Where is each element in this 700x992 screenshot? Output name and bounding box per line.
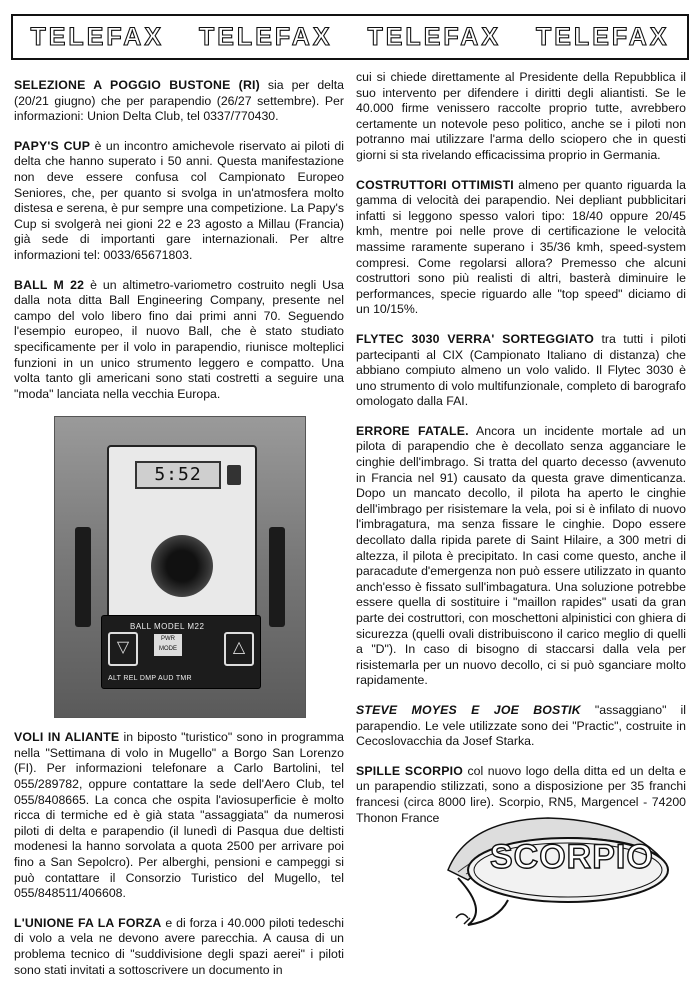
banner-word: TELEFAX [30,22,164,51]
item-heading: FLYTEC 3030 VERRA' SORTEGGIATO [356,331,595,346]
button-labels: ALT REL DMP AUD TMR [108,675,192,683]
control-panel [101,615,261,689]
up-arrow-icon: △ [224,632,254,666]
item-body: sia per delta (20/21 giugno) che per parapendio (26/27 settembre). Per informazioni: Union Delta Club, tel 0337/770430. [14,78,344,124]
item-body: "assaggiano" il parapendio. Le vele utilizzate sono dei "Practic", costruite in Cecoslovacchia da Josef Starka. [356,702,686,749]
item-body: è un incontro amichevole riservato ai piloti di delta che hanno superato i 50 anni. Questa manifestazione non deve essere confusa col Campionato Europeo Seniores, che, per quanto si svolga in un'atmosfera molto distesa e serena, è pur sempre una competizione. La Papy's Cup si svolgerà nei gioni 22 e 23 agosto a Millau (Francia) già sede di importanti gare internazionali. Per altre informazioni tel: 0033/65671803. [14,138,344,262]
news-item-voli-in-aliante [14,730,344,902]
item-body: almeno per quanto riguarda la gamma di velocità dei parapendio. Nei depliant pubblicitari infatti si leggono spesso valori tipo: 18/40 oppure 20/45 kmh, mentre poi nelle prove di certificazione le velocità massime raramente superano i 35/36 kmh, speed-system compresi. Come regolarsi allora? Premesso che alcuni costruttori sono più realisti di altri, basterà diminuire le performances, specie riguardo alle "top speed" diciamo di un 10/15%. [356,177,686,317]
news-item-selezione [14,78,344,125]
item-heading: COSTRUTTORI OTTIMISTI [356,177,514,192]
left-column [14,78,344,992]
lcd-side-connector [227,465,241,485]
item-heading: SELEZIONE A POGGIO BUSTONE (RI) [14,78,260,92]
model-label: BALL MODEL M22 [130,622,205,632]
news-item-papys-cup [14,139,344,264]
news-item-flytec-3030 [356,332,686,410]
banner-word: TELEFAX [367,22,501,51]
item-body: tra tutti i piloti partecipanti al CIX (Campionato Italiano di distanza) che abbiano compiuto almeno un volo valido. Il Flytec 3030 è uno strumento di volo multifunzionale, completo di barografo omologato dalla FAI. [356,331,687,409]
item-heading: L'UNIONE FA LA FORZA [14,915,162,930]
variometer-device [107,445,257,687]
item-heading: PAPY'S CUP [14,138,91,153]
scorpio-logo [428,800,678,930]
item-body: cui si chiede direttamente al Presidente della Repubblica il suo intervento per difendere i diritti degli aliantisti. Se le 40.000 firme venissero raccolte proprio tutte, avrebbero certamente un notevole peso politico, anche se i piloti non potranno mai utilizzare l'arma dello sciopero che in questi giorni si sta rivelando efficacissima proprio in Germania. [356,70,686,162]
news-item-ball-m22 [14,278,344,403]
item-body: col nuovo logo della ditta ed un delta e un parapendio stilizzati, sono a disposizione per 35 franchi francesi (circa 8000 lire). Scorpio, RN5, Margencel - 74200 Thonon France [356,763,686,825]
lcd-display: 5:52 [135,461,221,489]
item-heading: BALL M 22 [14,277,85,292]
item-heading: SPILLE SCORPIO [356,763,464,778]
ball-m22-photo [54,416,306,718]
news-item-costruttori-ottimisti [356,178,686,318]
item-heading: VOLI IN ALIANTE [14,730,120,745]
news-item-moyes-bostik [356,703,686,750]
item-heading: ERRORE FATALE. [356,423,469,438]
banner-word: TELEFAX [198,22,333,51]
item-body: in biposto "turistico" sono in programma nella "Settimana di volo in Mugello" a Borgo San Lorenzo (FI). Per informazioni telefonare a Carlo Bartolini, tel 055/289782, oppure contattare la sede dell'Aero Club, tel 055/8408665. La conca che ospita l'aviosuperficie è molto ricca di termiche ed è già stata "assaggiata" da numerosi piloti di delta e parapendio (il lunedì di Pasqua due deltisti modenesi la hanno sorvolata a quota 2500 per arrivare poi fino a San Sepolcro). Per alberghi, pensioni e campeggi si può contattare il Consorzio Turistico del Mugello, tel 055/848511/406608. [14,730,344,901]
strap-right [269,527,285,627]
scorpio-logo-text: SCORPIO [490,838,654,876]
right-column [356,70,686,840]
banner-word: TELEFAX [535,22,670,51]
speaker-icon [151,535,213,597]
news-item-continuation [356,70,686,164]
item-body: e di forza i 40.000 piloti tedeschi di volo a vela ne devono avere parecchia. A causa di un problema tecnico di "suddivisione degli spazi aerei" i piloti sono stati invitati a sottoscrivere un documento in [14,915,344,977]
down-arrow-icon: ▽ [108,632,138,666]
news-item-unione-fa-la-forza [14,916,344,978]
strap-left [75,527,91,627]
power-mode-key: PWR MODE [154,634,182,656]
item-heading: STEVE MOYES E JOE BOSTIK [356,702,581,717]
item-body: Ancora un incidente mortale ad un pilota di parapendio che è decollato senza agganciare le cinghie dell'imbrago. Si tratta del quarto decesso (avvenuto in Francia nel 91) causato da questa grave dimenticanza. Dopo un mancato decollo, il pilota ha aperto le cinghie dell'imbrago per risistemare la vela, poi si è infilato di nuovo l'imbragatura, ma senza fissare le cinghie. Dopo essere decollato dalla ripida parete di Saint Hilaire, a 300 metri di altezza, il pilota è precipitato. In casi come questo, anche il paracadute d'emergenza non può essere utilizzato in quanto anch'esso è fissato sull'imbagatura. Una soluzione potrebbe essere quella di sostituire i "maillon rapides" usati da gran parte dei costruttori, con moschettoni alpinistici con ghiera di sicurezza (quelli ovali distribuiscono il carico meglio di quelli a "D"). In caso di bisogno di staccarsi dalla vela per risistemarla per un nuovo decollo, ci si può sganciare molto rapidamente. [356,423,686,688]
telefax-banner [11,14,689,60]
item-body: è un altimetro-variometro costruito negli Usa dalla nota ditta Ball Engineering Company, presente nel campo del volo libero fino dai primi anni 70. Seguendo l'esempio europeo, il nuovo Ball, che è stato studiato specificamente per il volo in parapendio, riunisce molteplici funzioni in un unico strumento leggero e compatto. Una volta tanto gli americani sono stati costretti a seguire una "moda" lanciata nella vecchia Europa. [14,277,344,401]
news-item-errore-fatale [356,424,686,689]
